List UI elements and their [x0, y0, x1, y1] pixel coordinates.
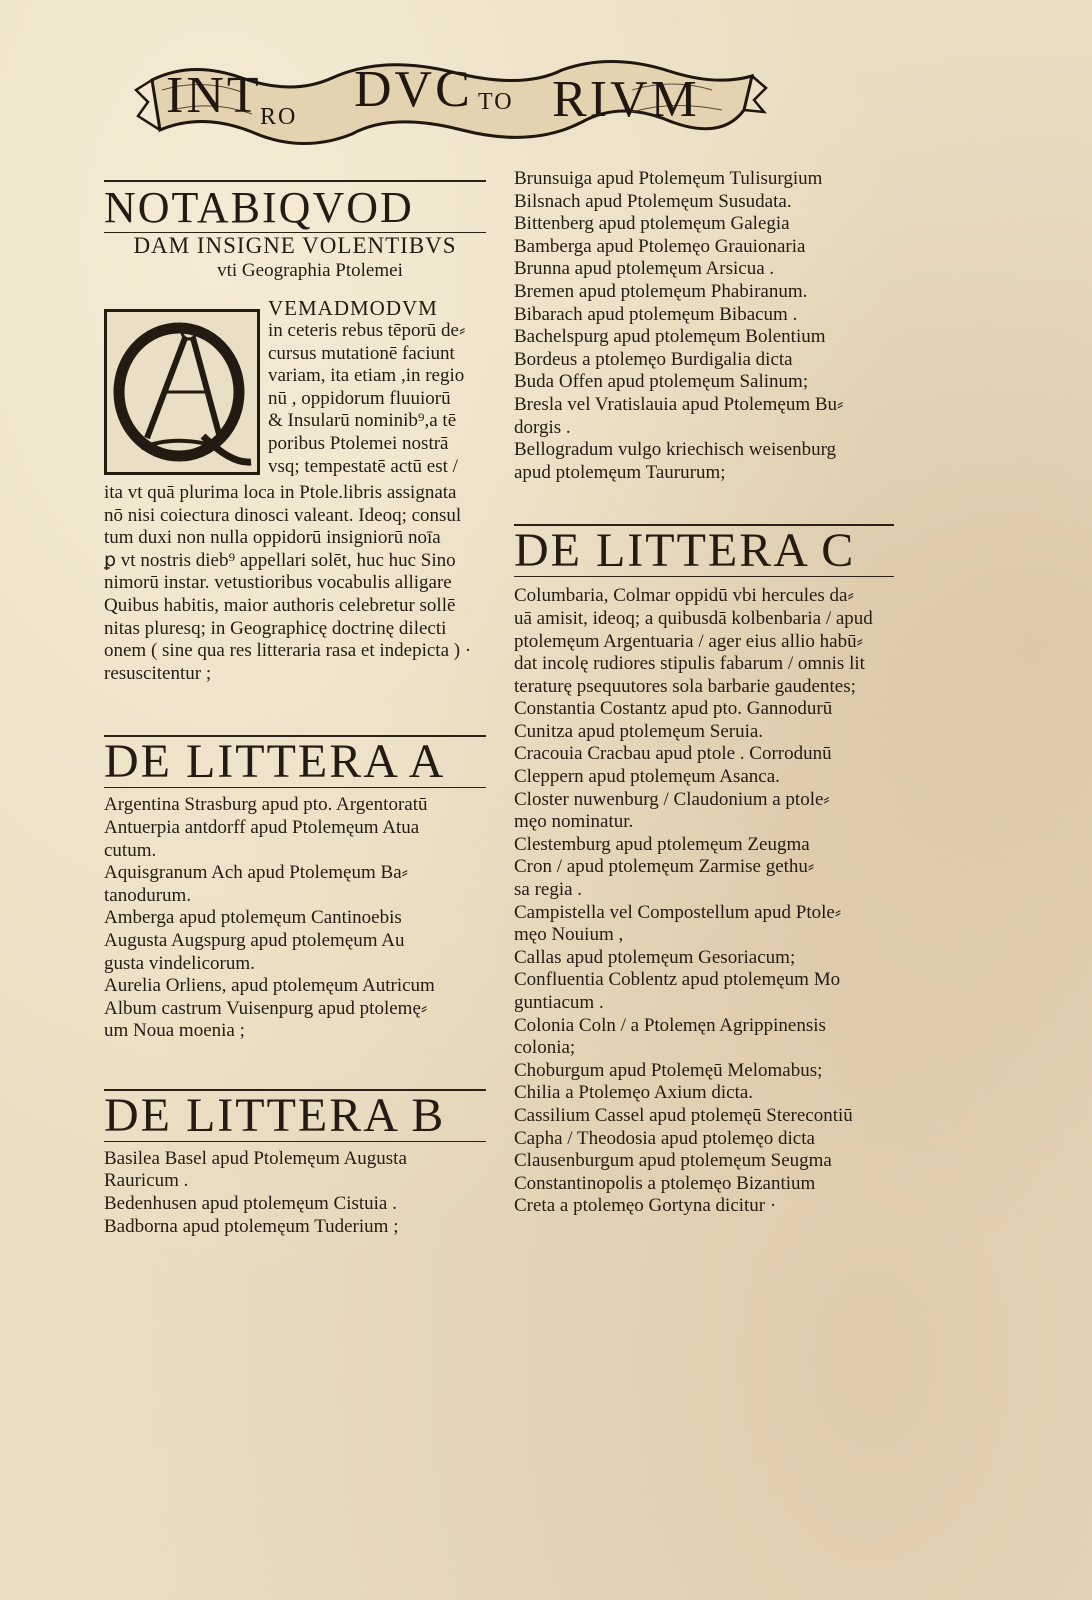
text-line: nimorū instar. vetustioribus vocabulis alligare	[104, 572, 452, 594]
banner-segment-int: INT	[166, 67, 262, 124]
entry-line: Chilia a Ptolemęo Axium dicta.	[514, 1082, 754, 1104]
page-subtitle: DAM INSIGNE VOLENTIBVS	[133, 233, 457, 258]
entry-line: Rauricum .	[104, 1170, 189, 1192]
entry-line: cutum.	[104, 839, 157, 861]
text-line: & Insularū nominib⁹,a tē	[268, 410, 457, 432]
banner-segment-rium: RIVM	[552, 71, 700, 128]
entry-line: męo Nouium ,	[514, 924, 624, 946]
entry-line: Cleppern apud ptolemęum Asanca.	[514, 766, 780, 788]
entry-line: Constantia Costantz apud pto. Gannodurū	[514, 698, 833, 720]
page-title: NOTABIQVOD	[104, 183, 414, 232]
entry-line: Amberga apud ptolemęum Cantinoebis	[104, 907, 402, 929]
text-line: nū , oppidorum fluuiorū	[268, 387, 451, 409]
text-line: Quibus habitis, maior authoris celebretur sollē	[104, 594, 456, 616]
text-line: tum duxi non nulla oppidorū insigniorū noīa	[104, 527, 441, 549]
entry-line: Argentina Strasburg apud pto. Argentoratū	[104, 794, 428, 816]
section-b-continued	[514, 168, 894, 484]
entry-line: Capha / Theodosia apud ptolemęo dicta	[514, 1127, 815, 1149]
section-b-heading: DE LITTERA B	[104, 1088, 446, 1142]
title-rule-top	[104, 180, 486, 182]
entry-line: guntiacum .	[514, 992, 604, 1013]
entry-line: Creta a ptolemęo Gortyna dicitur ·	[514, 1195, 777, 1217]
text-line: poribus Ptolemei nostrā	[268, 432, 449, 454]
section-b	[104, 1089, 486, 1238]
section-a	[104, 735, 486, 1043]
entry-line: Bittenberg apud ptolemęum Galegia	[514, 213, 790, 235]
entry-line: Clestemburg apud ptolemęum Zeugma	[514, 833, 810, 855]
entry-line: dat incolę rudiores stipulis fabarum / omnis lit	[514, 653, 865, 675]
entry-line: Antuerpia antdorff apud Ptolemęum Atua	[104, 816, 420, 838]
entry-line: dorgis .	[514, 416, 571, 438]
entry-line: Bellogradum vulgo kriechisch weisenburg	[514, 439, 837, 461]
entry-line: Confluentia Coblentz apud ptolemęum Mo	[514, 969, 841, 991]
text-line: nitas pluresq; in Geographicę doctrinę dilecti	[104, 617, 447, 639]
banner-segment-ro: RO	[260, 104, 298, 130]
entry-line: Bamberga apud Ptolemęo Grauionaria	[514, 235, 806, 257]
left-column	[104, 180, 486, 1238]
text-line: cursus mutationē faciunt	[268, 342, 455, 364]
decorated-initial-q	[104, 309, 260, 475]
entry-line: Bresla vel Vratislauia apud Ptolemęum Bu⸗	[514, 393, 844, 415]
section-c	[514, 524, 894, 1218]
text-line: ꝑ vt nostris dieb⁹ appellari solēt, huc huc Sino	[104, 549, 456, 571]
entry-line: apud ptolemęum Taururum;	[514, 461, 726, 483]
entry-line: Basilea Basel apud Ptolemęum Augusta	[104, 1147, 407, 1169]
entry-line: Colonia Coln / a Ptolemęn Agrippinensis	[514, 1014, 826, 1036]
entry-line: Cron / apud ptolemęum Zarmise gethu⸗	[514, 856, 815, 878]
entry-line: teraturę psequutores sola barbarie gaudentes;	[514, 675, 856, 697]
entry-line: Album castrum Vuisenpurg apud ptolemę⸗	[104, 997, 428, 1019]
entry-line: Campistella vel Compostellum apud Ptole⸗	[514, 901, 842, 923]
entry-line: tanodurum.	[104, 884, 192, 906]
entry-line: Bremen apud ptolemęum Phabiranum.	[514, 280, 808, 302]
entry-line: Cassilium Cassel apud ptolemęū Sterecontiū	[514, 1104, 853, 1126]
text-line: variam, ita etiam ,in regio	[268, 365, 465, 387]
entry-line: uā amisit, ideoq; a quibusdā kolbenbaria / apud	[514, 607, 873, 629]
intro-paragraph-body	[104, 482, 486, 685]
entry-line: Aquisgranum Ach apud Ptolemęum Ba⸗	[104, 862, 408, 884]
entry-line: Brunna apud ptolemęum Arsicua .	[514, 258, 775, 280]
entry-line: sa regia .	[514, 879, 583, 901]
right-column	[514, 168, 894, 1218]
intro-heading-line: VEMADMODVM	[268, 296, 438, 320]
entry-line: um Noua moenia ;	[104, 1020, 245, 1042]
entry-line: Cunitza apud ptolemęum Seruia.	[514, 720, 764, 742]
entry-line: Clausenburgum apud ptolemęum Seugma	[514, 1150, 832, 1172]
compass-initial-icon	[111, 316, 253, 468]
entry-line: Choburgum apud Ptolemęū Melomabus;	[514, 1059, 823, 1081]
entry-line: Columbaria, Colmar oppidū vbi hercules da⸗	[514, 585, 854, 607]
entry-line: Closter nuwenburg / Claudonium a ptole⸗	[514, 788, 830, 810]
text-line: resuscitentur ;	[104, 662, 212, 684]
text-line: in ceteris rebus tēporū de⸗	[268, 320, 466, 341]
entry-line: Bilsnach apud Ptolemęum Susudata.	[514, 190, 792, 212]
entry-line: Badborna apud ptolemęum Tuderium ;	[104, 1215, 399, 1237]
text-line: nō nisi coiectura dinosci valeant. Ideoq; consul	[104, 504, 462, 526]
intro-wrapped-lines	[268, 297, 486, 478]
entry-line: męo nominatur.	[514, 811, 634, 833]
entry-line: colonia;	[514, 1037, 576, 1059]
text-line: ita vt quā plurima loca in Ptole.libris assignata	[104, 482, 457, 503]
introductorium-banner	[132, 50, 768, 150]
entry-line: Bedenhusen apud ptolemęum Cistuia .	[104, 1193, 397, 1215]
entry-line: gusta vindelicorum.	[104, 952, 255, 974]
entry-line: Augusta Augspurg apud ptolemęum Au	[104, 929, 405, 951]
section-c-heading: DE LITTERA C	[514, 524, 856, 578]
text-line: onem ( sine qua res litteraria rasa et indepicta ) ·	[104, 640, 472, 662]
entry-line: Cracouia Cracbau apud ptole . Corrodunū	[514, 743, 832, 765]
banner-segment-duc: DVC	[354, 61, 473, 118]
entry-line: Brunsuiga apud Ptolemęum Tulisurgium	[514, 168, 823, 189]
intro-paragraph-head	[104, 297, 486, 482]
entry-line: Callas apud ptolemęum Gesoriacum;	[514, 946, 796, 968]
text-line: vsq; tempestatē actū est /	[268, 455, 458, 477]
page-subtitle-line2: vti Geographia Ptolemei	[217, 260, 403, 281]
entry-line: Bordeus a ptolemęo Burdigalia dicta	[514, 348, 793, 370]
entry-line: Buda Offen apud ptolemęum Salinum;	[514, 371, 809, 393]
entry-line: Bibarach apud ptolemęum Bibacum .	[514, 303, 798, 325]
entry-line: Constantinopolis a ptolemęo Bizantium	[514, 1172, 816, 1194]
entry-line: Aurelia Orliens, apud ptolemęum Autricum	[104, 975, 435, 997]
banner-segment-to: TO	[478, 89, 514, 115]
section-a-heading: DE LITTERA A	[104, 735, 446, 789]
entry-line: ptolemęum Argentuaria / ager eius allio habū⸗	[514, 630, 863, 652]
entry-line: Bachelspurg apud ptolemęum Bolentium	[514, 326, 826, 348]
